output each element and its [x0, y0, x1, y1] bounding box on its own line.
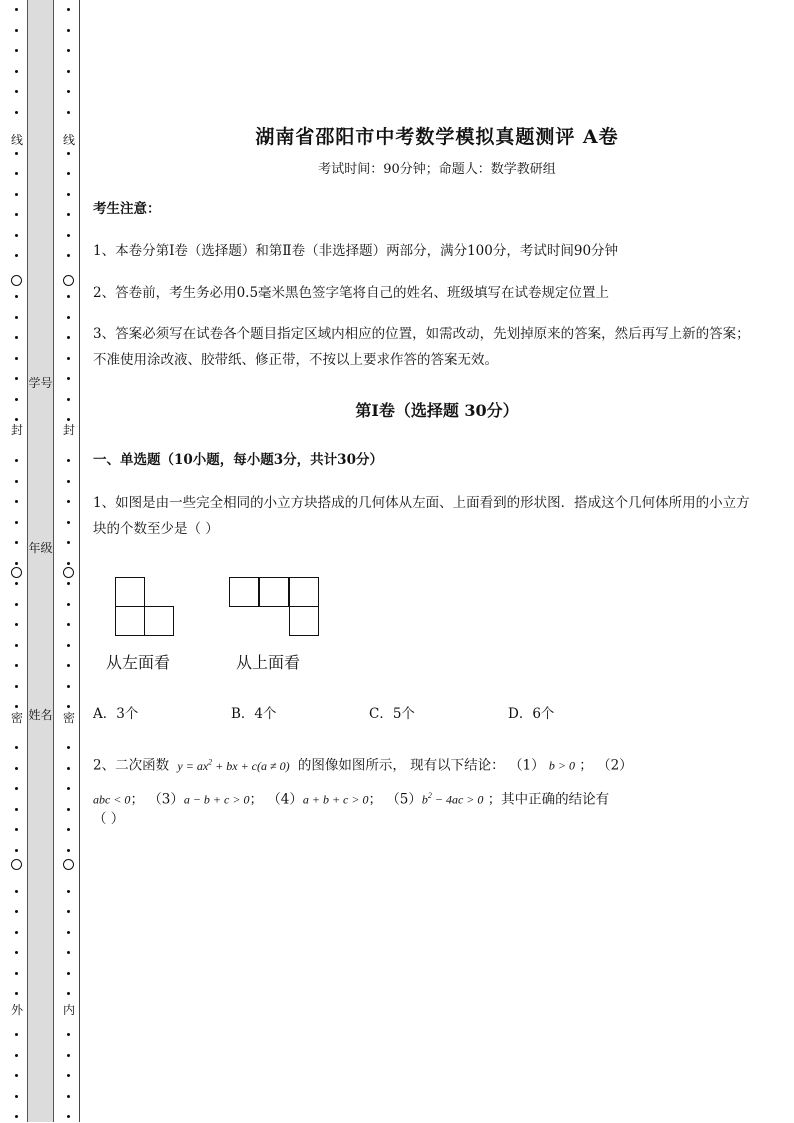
binding-dot — [67, 808, 70, 811]
binding-dot — [67, 931, 70, 934]
binding-dot — [15, 521, 18, 524]
binding-dot — [67, 521, 70, 524]
binding-dot — [67, 541, 70, 544]
binding-dot — [15, 8, 18, 11]
binding-dot — [15, 664, 18, 667]
binding-dot — [67, 849, 70, 852]
question-2-answer-blank: （ ） — [93, 811, 125, 827]
separator: ； — [130, 791, 144, 808]
top-view-cube — [259, 577, 289, 607]
binding-line-outer — [10, 0, 24, 1123]
binding-circle — [63, 567, 74, 578]
binding-dot — [15, 644, 18, 647]
formula-y: y — [177, 758, 183, 773]
strip-label-name: 姓名 — [28, 708, 53, 722]
conclusion-5-label: （5） — [386, 791, 422, 808]
binding-dot — [15, 1095, 18, 1098]
binding-dot — [67, 992, 70, 995]
binding-dot — [67, 603, 70, 606]
formula-x: x — [202, 758, 209, 773]
binding-dot — [15, 562, 18, 565]
binding-dot — [15, 316, 18, 319]
binding-char: 密 — [62, 711, 75, 725]
binding-dot — [67, 1074, 70, 1077]
binding-dot — [67, 787, 70, 790]
conclusion-3-label: （3） — [148, 791, 184, 808]
binding-dot — [67, 90, 70, 93]
question-1-text: 1、如图是由一些完全相同的小立方块搭成的几何体从左面、上面看到的形状图．搭成这个几何体所用的小立方块的个数至少是（ ） — [93, 495, 750, 537]
binding-dot — [15, 951, 18, 954]
left-view-cube — [115, 606, 145, 636]
strip-label-grade: 年级 — [28, 541, 53, 555]
binding-dot — [67, 480, 70, 483]
left-view-label: 从左面看 — [106, 653, 171, 672]
binding-char: 封 — [10, 423, 23, 437]
conclusion-4-expr: a + b + c > 0 — [302, 792, 369, 807]
option-d: D．6个 — [508, 706, 555, 722]
binding-char: 线 — [10, 133, 23, 147]
binding-circle — [11, 859, 22, 870]
binding-dot — [67, 213, 70, 216]
binding-dot — [15, 828, 18, 831]
quadratic-formula — [177, 758, 294, 774]
binding-dot — [15, 541, 18, 544]
binding-dot — [15, 459, 18, 462]
binding-dot — [67, 623, 70, 626]
binding-dot — [15, 213, 18, 216]
conclusion-2-label: （2） — [597, 757, 633, 774]
binding-char: 外 — [10, 1003, 23, 1017]
exam-info: 考试时间：90分钟；命题人：数学教研组 — [318, 162, 556, 177]
strip-label-student-id: 学号 — [28, 376, 53, 390]
binding-dot — [67, 111, 70, 114]
binding-dot — [15, 1054, 18, 1057]
part-heading: 一、单选题（10小题，每小题3分，共计30分） — [93, 452, 383, 468]
formula-eq: = — [182, 758, 197, 773]
binding-dot — [15, 746, 18, 749]
binding-dot — [15, 336, 18, 339]
top-view-cube — [229, 577, 259, 607]
binding-dot — [67, 357, 70, 360]
conclusion-2-expr: abc < 0 — [93, 792, 131, 807]
question-2-line-1 — [93, 749, 753, 779]
binding-dot — [15, 705, 18, 708]
binding-dot — [67, 562, 70, 565]
binding-dot — [67, 234, 70, 237]
section-title: 第I卷（选择题 30分） — [355, 401, 519, 420]
binding-dot — [15, 603, 18, 606]
binding-dot — [15, 480, 18, 483]
binding-dot — [15, 910, 18, 913]
binding-dot — [15, 1033, 18, 1036]
binding-dot — [15, 70, 18, 73]
binding-dot — [15, 685, 18, 688]
formula-condition: (a ≠ 0) — [257, 758, 290, 773]
binding-dot — [15, 295, 18, 298]
binding-dot — [15, 1074, 18, 1077]
binding-dot — [15, 90, 18, 93]
conclusion-1-label: （1） — [508, 757, 545, 774]
binding-dot — [15, 767, 18, 770]
binding-dot — [15, 1115, 18, 1118]
binding-dot — [15, 111, 18, 114]
conclusion-5-exponent: 2 — [427, 791, 432, 800]
binding-char: 封 — [62, 423, 75, 437]
binding-dot — [15, 254, 18, 257]
separator: ； — [368, 791, 382, 808]
binding-dot — [15, 49, 18, 52]
binding-dot — [67, 767, 70, 770]
binding-dot — [67, 644, 70, 647]
binding-dot — [15, 582, 18, 585]
binding-dot — [67, 746, 70, 749]
option-a: A．3个 — [93, 706, 139, 722]
binding-dot — [15, 172, 18, 175]
binding-dot — [15, 972, 18, 975]
binding-dot — [15, 418, 18, 421]
binding-dot — [15, 29, 18, 32]
binding-dot — [67, 500, 70, 503]
binding-dot — [67, 8, 70, 11]
student-info-strip — [27, 0, 54, 1122]
binding-dot — [67, 910, 70, 913]
formula-a: a — [196, 758, 203, 773]
notice-heading: 考生注意： — [93, 201, 161, 217]
binding-dot — [67, 193, 70, 196]
binding-dot — [15, 152, 18, 155]
binding-char: 密 — [10, 711, 23, 725]
top-view-label: 从上面看 — [236, 653, 301, 672]
binding-dot — [67, 418, 70, 421]
conclusion-1-expr: b > 0 — [548, 758, 575, 773]
separator: ； — [579, 757, 593, 774]
binding-line-inner — [62, 0, 76, 1123]
notice-item-2: 2、答卷前，考生务必用0.5毫米黑色签字笔将自己的姓名、班级填写在试卷规定位置上 — [93, 285, 610, 301]
binding-dot — [67, 459, 70, 462]
conclusion-5-expr-rest: − 4ac > 0 — [431, 792, 484, 807]
binding-dot — [67, 295, 70, 298]
binding-dot — [15, 193, 18, 196]
binding-dot — [15, 992, 18, 995]
binding-dot — [67, 316, 70, 319]
binding-circle — [63, 275, 74, 286]
binding-dot — [15, 623, 18, 626]
left-view-cube — [144, 606, 174, 636]
left-view-cube — [115, 577, 145, 607]
binding-dot — [67, 705, 70, 708]
option-b: B．4个 — [231, 706, 277, 722]
binding-dot — [67, 254, 70, 257]
notice-item-3: 3、答案必须写在试卷各个题目指定区域内相应的位置，如需改动，先划掉原来的答案，然后再写上新的答案；不准使用涂改液、胶带纸、修正带，不按以上要求作答的答案无效。 — [93, 326, 750, 368]
binding-dot — [15, 377, 18, 380]
binding-dot — [67, 664, 70, 667]
page-title: 湖南省邵阳市中考数学模拟真题测评 A卷 — [255, 126, 619, 148]
binding-dot — [67, 685, 70, 688]
binding-dot — [15, 808, 18, 811]
top-view-cube — [289, 606, 319, 636]
binding-dot — [15, 849, 18, 852]
binding-dot — [67, 398, 70, 401]
binding-dot — [15, 787, 18, 790]
conclusion-4-label: （4） — [267, 791, 303, 808]
binding-dot — [67, 172, 70, 175]
binding-dot — [15, 357, 18, 360]
binding-dot — [67, 29, 70, 32]
formula-exponent: 2 — [208, 757, 213, 766]
binding-dot — [67, 828, 70, 831]
binding-dot — [15, 890, 18, 893]
question-2-tail: ；其中正确的结论有 — [487, 791, 610, 808]
binding-dot — [15, 234, 18, 237]
binding-dot — [67, 1115, 70, 1118]
binding-dot — [67, 890, 70, 893]
binding-dot — [67, 1033, 70, 1036]
binding-dot — [67, 49, 70, 52]
binding-dot — [67, 70, 70, 73]
binding-dot — [67, 972, 70, 975]
binding-dot — [67, 582, 70, 585]
binding-char: 线 — [62, 133, 75, 147]
binding-dot — [15, 500, 18, 503]
binding-dot — [67, 152, 70, 155]
binding-dot — [67, 951, 70, 954]
question-2-prefix: 2、二次函数 — [93, 757, 170, 774]
binding-dot — [15, 398, 18, 401]
option-c: C．5个 — [369, 706, 415, 722]
conclusion-5-expr-b: b — [421, 792, 428, 807]
binding-dot — [67, 1095, 70, 1098]
binding-char: 内 — [62, 1003, 75, 1017]
formula-bx-c: + bx + c — [212, 758, 258, 773]
binding-circle — [63, 859, 74, 870]
binding-circle — [11, 567, 22, 578]
binding-dot — [15, 931, 18, 934]
binding-dot — [67, 336, 70, 339]
question-2-mid: 的图像如图所示， 现有以下结论： — [297, 757, 505, 774]
notice-item-1: 1、本卷分第I卷（选择题）和第Ⅱ卷（非选择题）两部分，满分100分，考试时间90分钟 — [93, 243, 619, 259]
top-view-cube — [289, 577, 319, 607]
binding-dot — [67, 1054, 70, 1057]
binding-circle — [11, 275, 22, 286]
binding-dot — [67, 377, 70, 380]
separator: ； — [249, 791, 263, 808]
conclusion-3-expr: a − b + c > 0 — [183, 792, 250, 807]
